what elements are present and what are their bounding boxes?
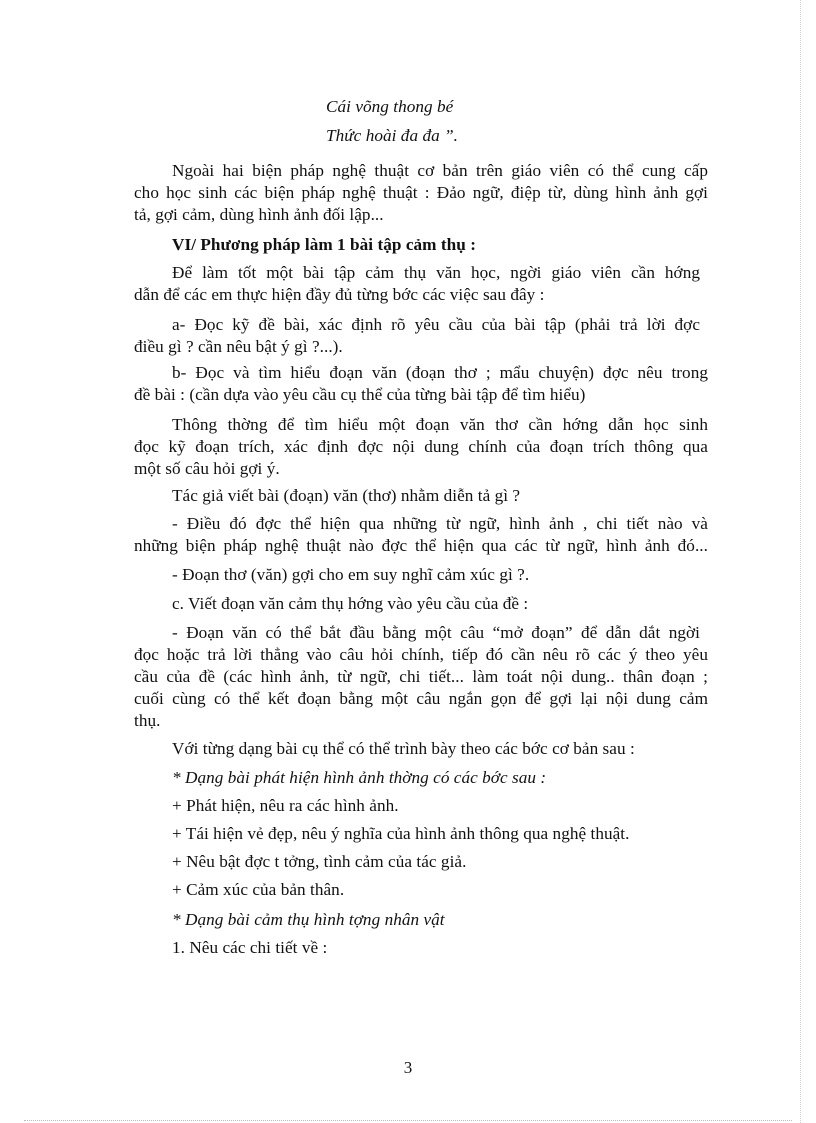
step-c: c. Viết đoạn văn cảm thụ hớng vào yêu cầu của đề : [172,594,529,613]
page-right-border [800,0,801,1123]
para1-line-1: Ngoài hai biện pháp nghệ thuật cơ bản trên giáo viên có thể cung cấp [172,161,708,180]
para2-line-2: dẫn để các em thực hiện đầy đủ từng bớc các việc sau đây : [134,285,545,304]
para1-line-2: cho học sinh các biện pháp nghệ thuật : Đảo ngữ, điệp từ, dùng hình ảnh gợi [134,183,708,202]
section-heading: VI/ Phương pháp làm 1 bài tập cảm thụ : [172,235,476,254]
type1-item-3: + Nêu bật đợc t tởng, tình cảm của tác giả. [172,852,467,871]
para2-line-1: Để làm tốt một bài tập cảm thụ văn học, ngời giáo viên cần hớng [172,263,700,282]
page-number: 3 [403,1058,413,1077]
para3-line-2: đọc kỹ đoạn trích, xác định đợc nội dung chính của đoạn trích thông qua [134,437,708,456]
page-bottom-border [24,1120,792,1121]
type1-item-2: + Tái hiện vẻ đẹp, nêu ý nghĩa của hình ảnh thông qua nghệ thuật. [172,824,630,843]
type1-item-1: + Phát hiện, nêu ra các hình ảnh. [172,796,399,815]
para4-line-4: cuối cùng có thể kết đoạn bằng một câu ngắn gọn để gợi lại nội dung cảm [134,689,708,708]
type2-heading: * Dạng bài cảm thụ hình tợng nhân vật [172,910,445,929]
poem-line-1: Cái võng thong bé [326,97,454,116]
para4-line-3: cầu của đề (các hình ảnh, từ ngữ, chi tiết... làm toát nội dung.. thân đoạn ; [134,667,708,686]
para5: Với từng dạng bài cụ thể có thể trình bày theo các bớc cơ bản sau : [172,739,635,758]
para4-line-1: - Đoạn văn có thể bắt đầu bằng một câu “mở đoạn” để dẫn dắt ngời [172,623,700,642]
step-a-line-1: a- Đọc kỹ đề bài, xác định rõ yêu cầu của bài tập (phải trả lời đợc [172,315,700,334]
para4-line-5: thụ. [134,711,161,730]
type2-item-1: 1. Nêu các chi tiết về : [172,938,328,957]
question-3: - Đoạn thơ (văn) gợi cho em suy nghĩ cảm xúc gì ?. [172,565,530,584]
para1-line-3: tả, gợi cảm, dùng hình ảnh đối lập... [134,205,384,224]
question-1: Tác giả viết bài (đoạn) văn (thơ) nhằm diễn tả gì ? [172,486,521,505]
poem-line-2: Thức hoài đa đa ”. [326,126,459,145]
question-2-line-2: những biện pháp nghệ thuật nào đợc thể hiện qua các từ ngữ, hình ảnh đó... [134,536,708,555]
step-b-line-1: b- Đọc và tìm hiểu đoạn văn (đoạn thơ ; mẩu chuyện) đợc nêu trong [172,363,708,382]
para3-line-3: một số câu hỏi gợi ý. [134,459,280,478]
question-2-line-1: - Điều đó đợc thể hiện qua những từ ngữ, hình ảnh , chi tiết nào và [172,514,708,533]
para3-line-1: Thông thờng để tìm hiểu một đoạn văn thơ cần hớng dẫn học sinh [172,415,708,434]
step-a-line-2: điều gì ? cần nêu bật ý gì ?...). [134,337,343,356]
type1-heading: * Dạng bài phát hiện hình ảnh thờng có các bớc sau : [172,768,547,787]
type1-item-4: + Cảm xúc của bản thân. [172,880,345,899]
step-b-line-2: đề bài : (cần dựa vào yêu cầu cụ thể của từng bài tập để tìm hiểu) [134,385,586,404]
para4-line-2: đọc hoặc trả lời thẳng vào câu hỏi chính, tiếp đó cần nêu rõ các ý theo yêu [134,645,708,664]
